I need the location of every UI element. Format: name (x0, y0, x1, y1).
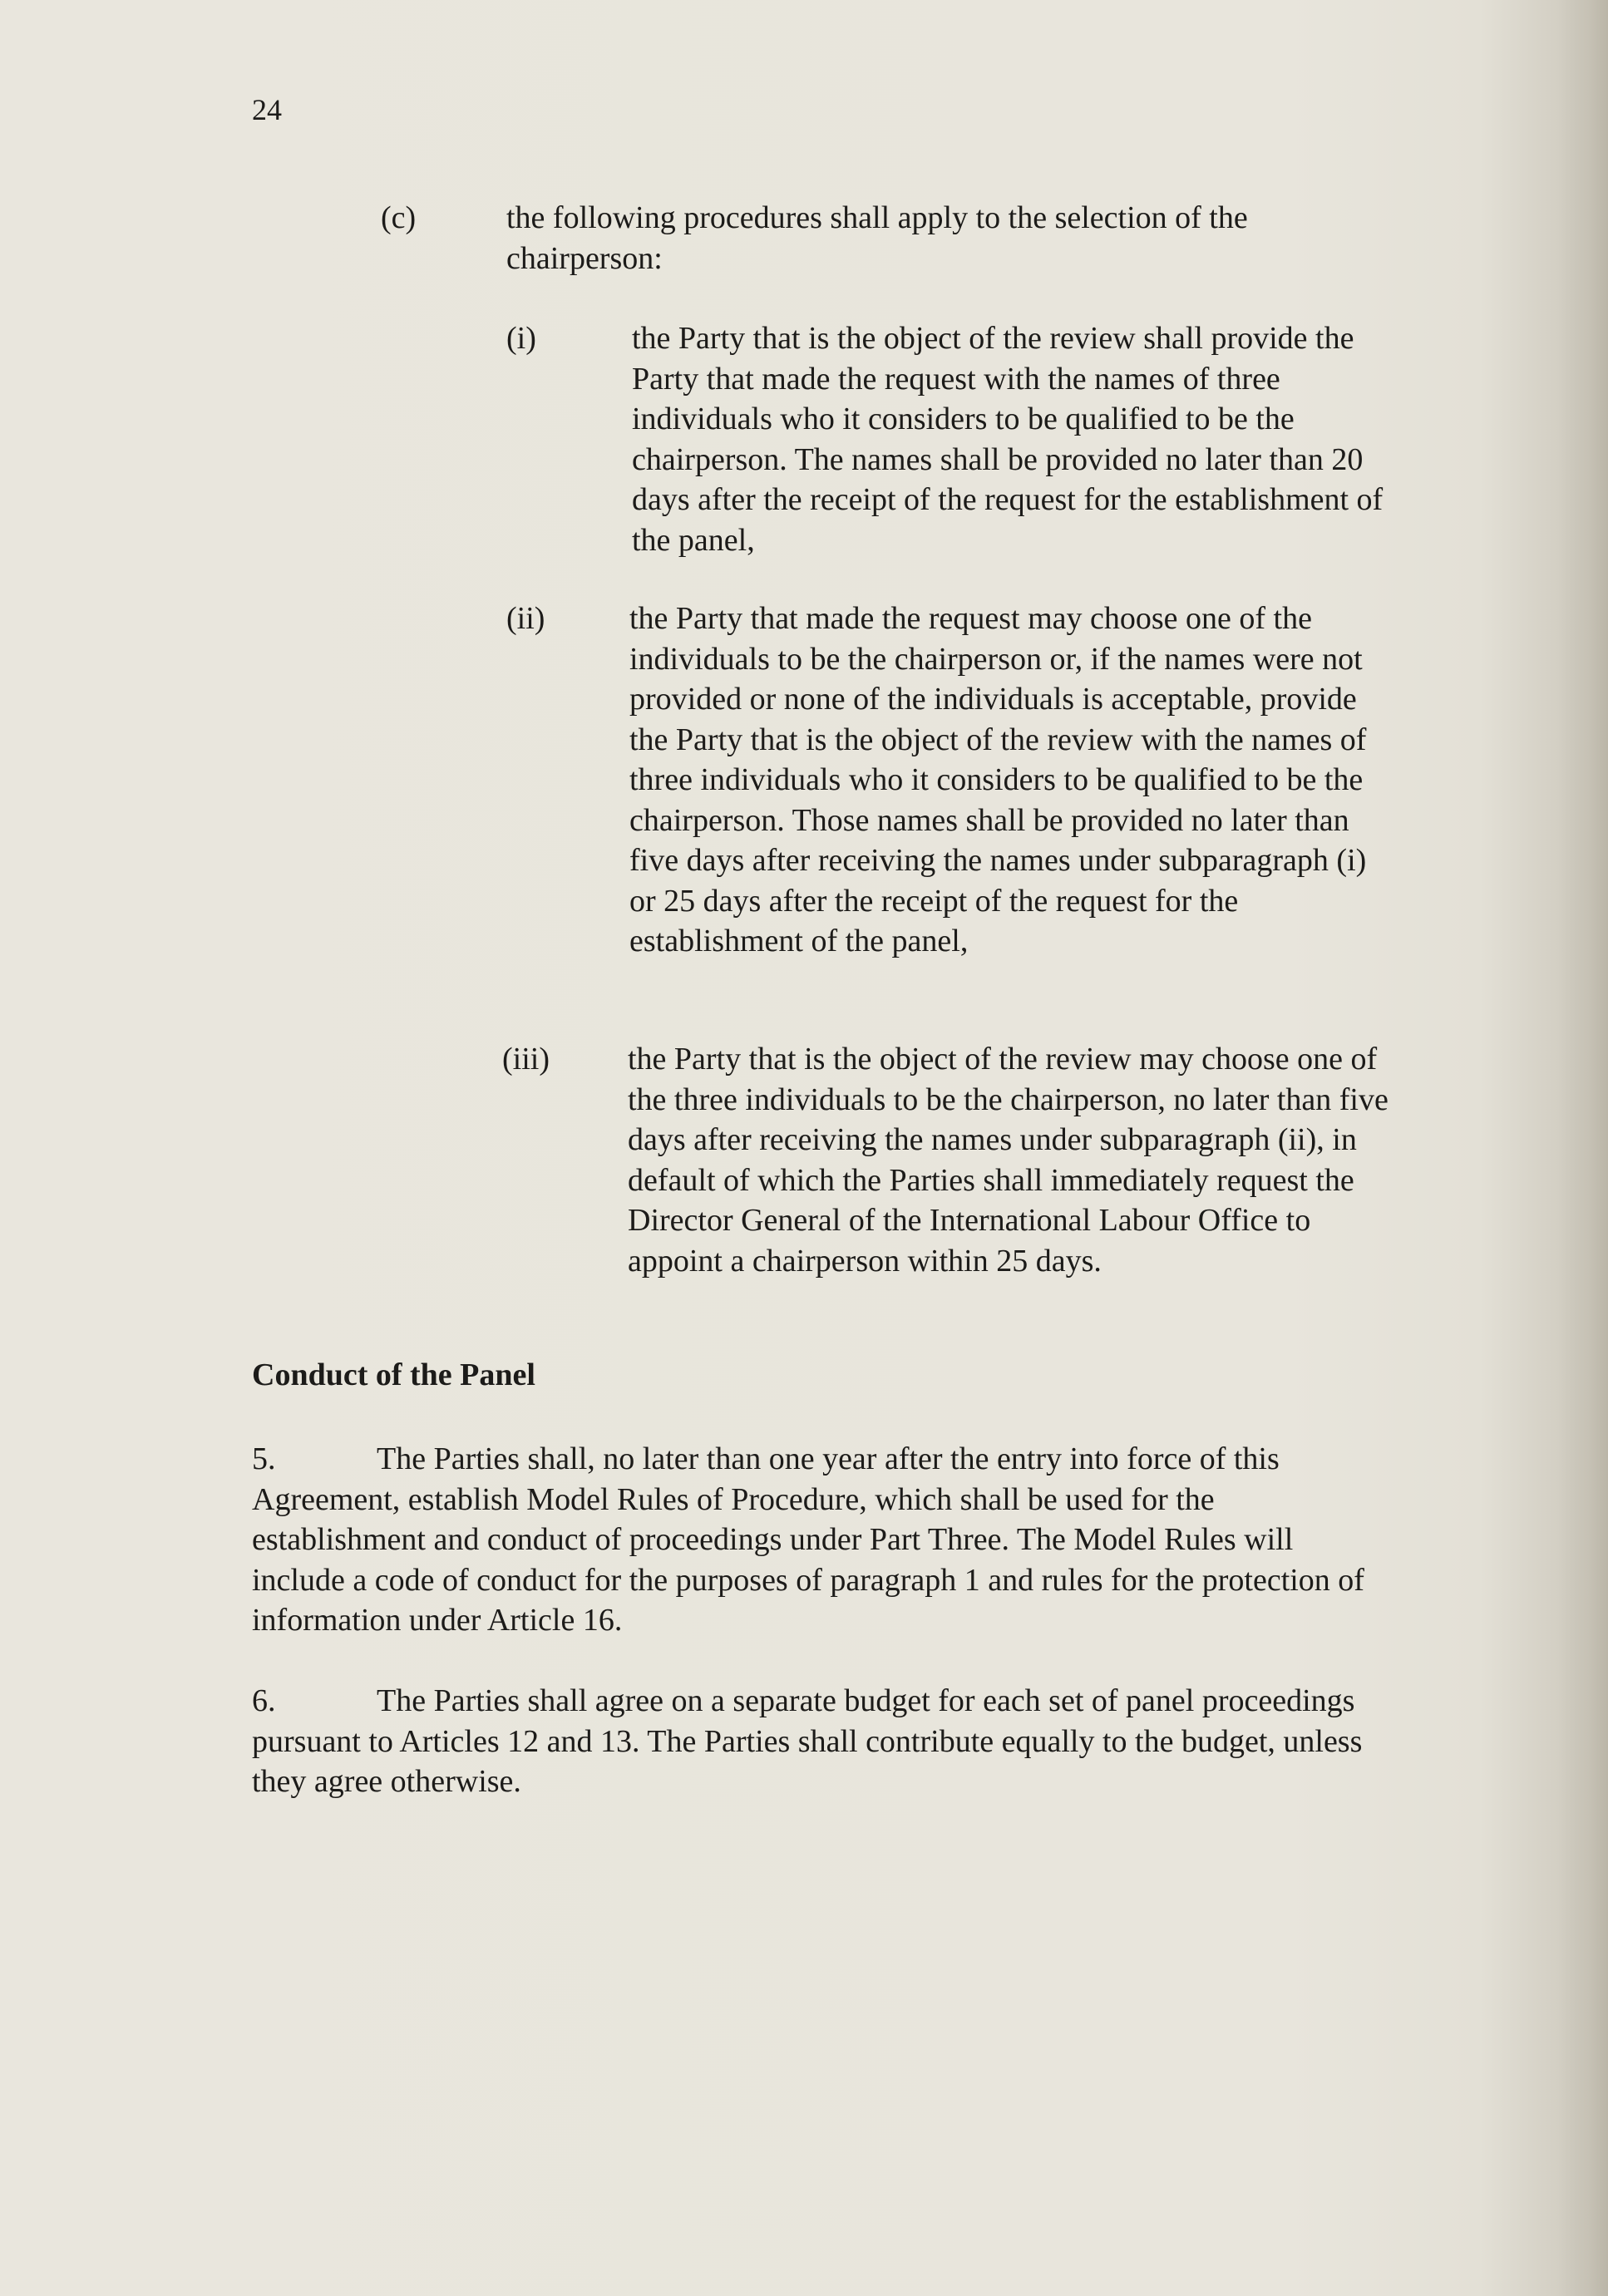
item-c-text: the following procedures shall apply to the selection of the chairperson: (506, 200, 1248, 276)
subitem-iii-label: (iii) (502, 1042, 550, 1077)
subitem-ii-label: (ii) (506, 601, 545, 636)
paragraph-5-number: 5. (252, 1441, 276, 1476)
paragraph-5-text: The Parties shall, no later than one year after the entry into force of this Agreement, establish Model Rules of Procedure, which shall be used for the establishment and conduct of proceedings under Part Three. The Model Rules will include a code of conduct for the purposes of paragraph 1 and rules for the protection of information under Article 16. (252, 1441, 1364, 1638)
subitem-ii-text: the Party that made the request may choose one of the individuals to be the chairperson or, if the names were not provided or none of the individuals is acceptable, provide the Party that is the object of the review with the names of three individuals who it considers to be qualified to be the chairperson. Those names shall be provided no later than five days after receiving the names under subparagraph (i) or 25 days after the receipt of the request for the establishment of the panel, (629, 601, 1367, 958)
subitem-i-text: the Party that is the object of the review shall provide the Party that made the request with the names of three individuals who it considers to be qualified to be the chairperson. The names shall be provided no later than 20 days after the receipt of the request for the establishment of the panel, (632, 321, 1384, 558)
paragraph-5 (252, 1439, 1374, 1641)
paragraph-6 (252, 1681, 1374, 1802)
page-number: 24 (252, 93, 282, 126)
subitem-iii-text: the Party that is the object of the review may choose one of the three individuals to be the chairperson, no later than five days after receiving the names under subparagraph (ii), in default of which the Parties shall immediately request the Director General of the International Labour Office to appoint a chairperson within 25 days. (628, 1042, 1389, 1279)
subitem-i-label: (i) (506, 321, 536, 356)
paragraph-6-text: The Parties shall agree on a separate budget for each set of panel proceedings pursuant to Articles 12 and 13. The Parties shall contribute equally to the budget, unless they agree otherwise. (252, 1683, 1363, 1799)
paragraph-6-number: 6. (252, 1683, 276, 1718)
section-heading: Conduct of the Panel (252, 1357, 535, 1392)
item-c-label: (c) (381, 200, 417, 235)
page-edge-shadow (1558, 0, 1608, 2296)
